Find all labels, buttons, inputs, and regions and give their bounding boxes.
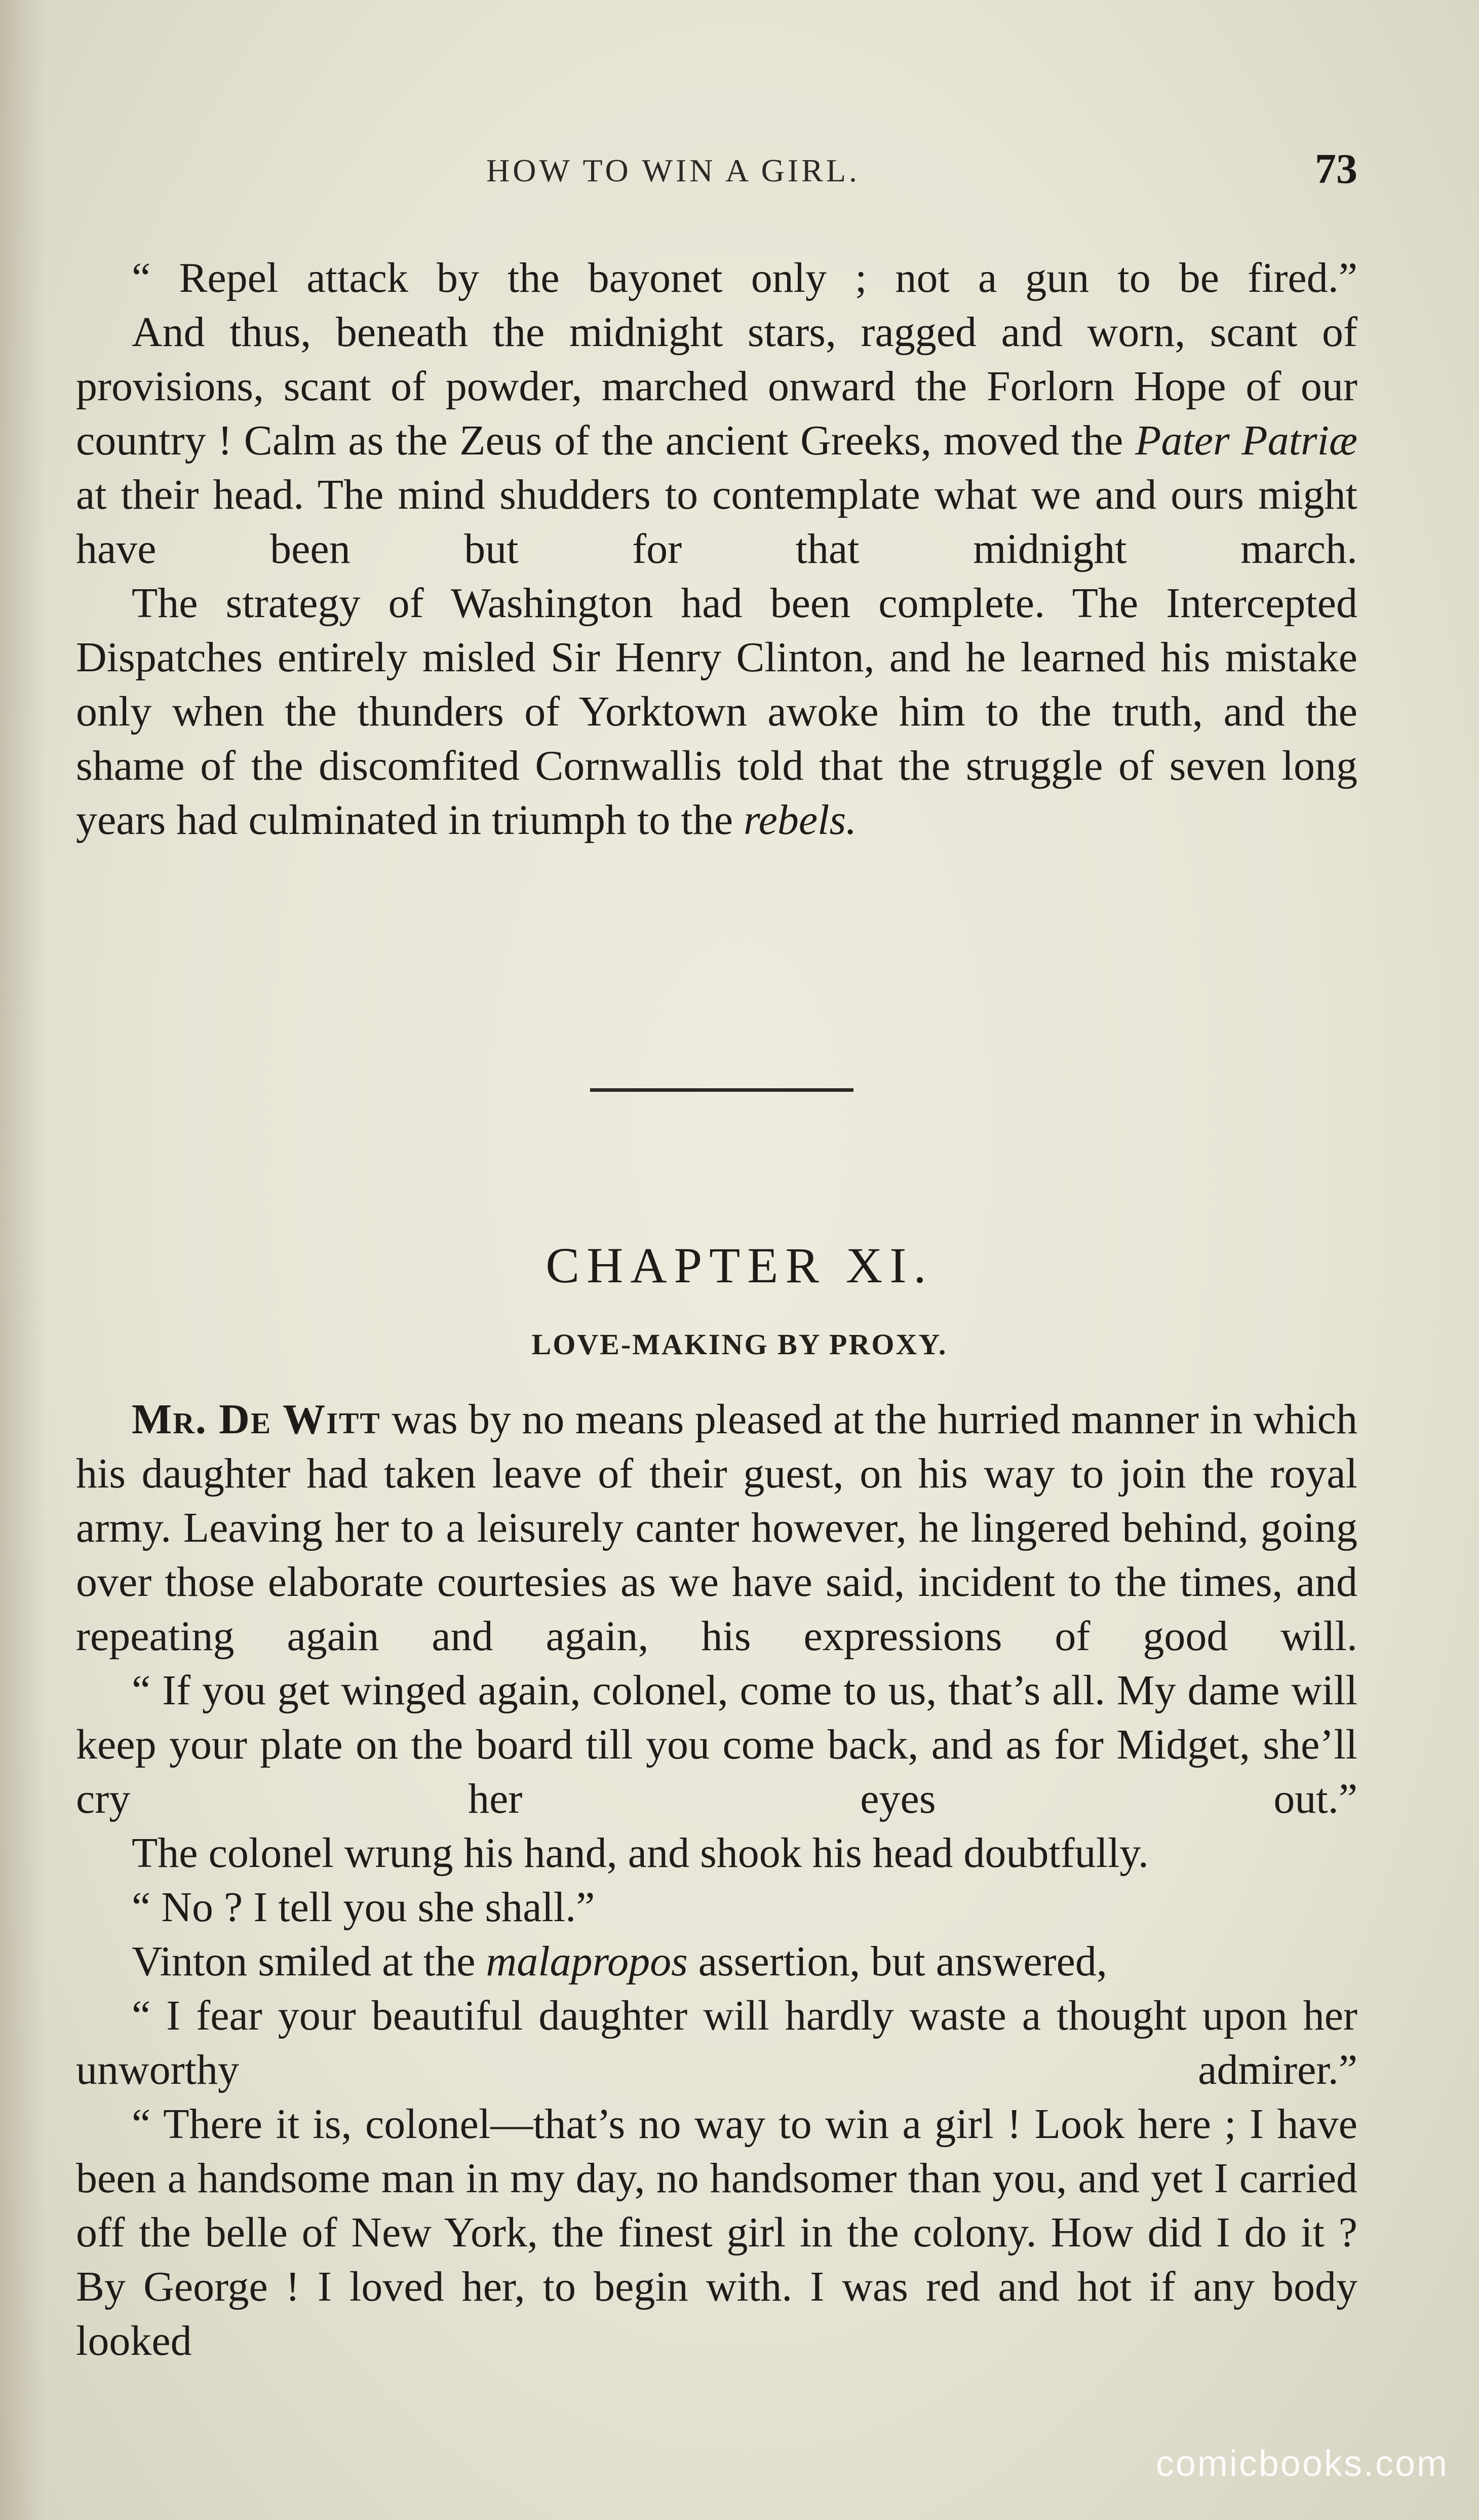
paragraph: “ I fear your beautiful daughter will hardly waste a thought upon her unworthy admirer.” xyxy=(76,1992,1357,2093)
paragraph: The strategy of Washington had been complete. The Intercepted Dispatches entirely misled Sir Henry Clinton, and he learned his mistake only when the thunders of Yorktown awoke him to the truth, and the shame of the discomfited Cornwallis told that the struggle of seven long years had culminated in triumph to the rebels. xyxy=(76,580,1357,844)
paragraph: Vinton smiled at the malapropos assertion, but answered, xyxy=(132,1938,1107,1985)
chapter-title: CHAPTER XI. xyxy=(546,1237,933,1293)
paragraph: The colonel wrung his hand, and shook his head doubtfully. xyxy=(132,1829,1149,1877)
paragraph: “ No ? I tell you she shall.” xyxy=(132,1884,595,1931)
italic-phrase: rebels. xyxy=(744,796,857,844)
chapter-subtitle: LOVE-MAKING BY PROXY. xyxy=(531,1328,948,1361)
running-head: HOW TO WIN A GIRL. xyxy=(486,152,860,188)
paragraph: “ There it is, colonel—that’s no way to win a girl ! Look here ; I have been a handsome man in my day, no handsomer than you, and yet I carried off the belle of New York, the finest girl in the colony. How did I do it ? By George ! I loved her, to begin with. I was red and hot if any body looked xyxy=(76,2101,1357,2364)
italic-phrase: malapropos xyxy=(486,1938,688,1985)
page-number: 73 xyxy=(1315,145,1357,193)
paragraph: “ If you get winged again, colonel, come to us, that’s all. My dame will keep your plate on the board till you come back, and as for Midget, she’ll cry her eyes out.” xyxy=(76,1667,1357,1822)
text-block-opening xyxy=(76,251,1357,847)
paragraph: Mr. De Witt was by no means pleased at the hurried manner in which his daughter had taken leave of their guest, on his way to join the royal army. Leaving her to a leisurely canter however, he lingered behind, going over those elaborate courtesies as we have said, incident to the times, and repeating again and again, his expressions of good will. xyxy=(76,1396,1357,1660)
section-divider xyxy=(590,1088,853,1092)
text-block-chapter xyxy=(76,1392,1357,2368)
italic-phrase: Pater Patriæ xyxy=(1135,417,1358,464)
small-caps-name: Mr. De Witt xyxy=(132,1396,381,1443)
paragraph: “ Repel attack by the bayonet only ; not a gun to be fired.” xyxy=(132,254,1357,301)
paragraph: And thus, beneath the midnight stars, ragged and worn, scant of provisions, scant of powder, marched onward the Forlorn Hope of our country ! Calm as the Zeus of the ancient Greeks, moved the Pater Patriæ at their head. The mind shudders to contemplate what we and ours might have been but for that midnight march. xyxy=(76,309,1358,572)
watermark: comicbooks.com xyxy=(1155,2443,1449,2484)
